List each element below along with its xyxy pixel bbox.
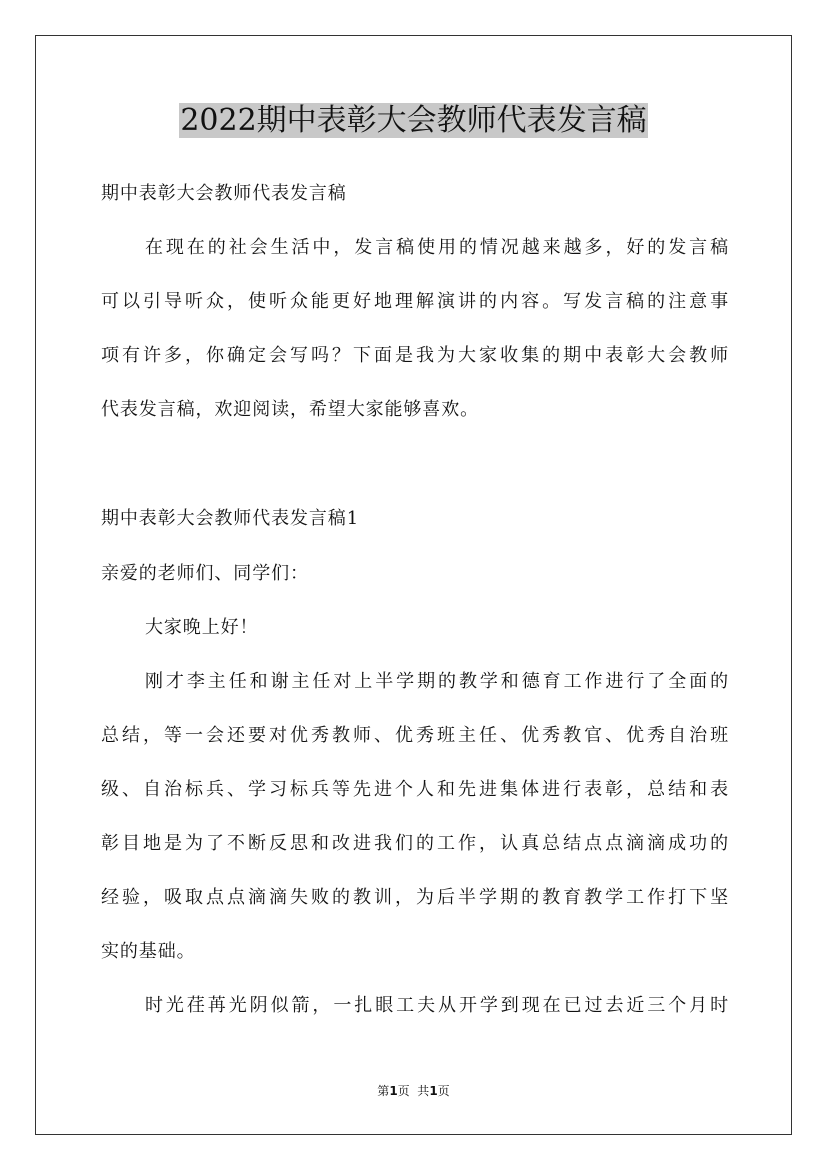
footer-page-suffix: 页 [437,1084,450,1098]
intro-line: 代表发言稿，欢迎阅读，希望大家能够喜欢。 [101,399,479,420]
body-line: 刚才李主任和谢主任对上半学期的教学和德育工作进行了全面的 [145,671,729,692]
footer-page-mid: 页 共 [397,1084,430,1098]
body-line: 时光荏苒光阴似箭，一扎眼工夫从开学到现在已过去近三个月时 [145,995,729,1016]
intro-line: 可以引导听众，使听众能更好地理解演讲的内容。写发言稿的注意事 [101,291,729,312]
body-line: 总结，等一会还要对优秀教师、优秀班主任、优秀教官、优秀自治班 [101,725,729,746]
document-title [0,100,827,142]
intro-line: 在现在的社会生活中，发言稿使用的情况越来越多，好的发言稿 [145,237,729,258]
page-footer [0,1083,827,1099]
greeting: 大家晚上好！ [145,617,259,638]
body-line: 实的基础。 [101,941,196,962]
intro-line: 项有许多，你确定会写吗？下面是我为大家收集的期中表彰大会教师 [101,345,729,366]
footer-total-pages: 1 [429,1084,438,1098]
document-subtitle: 期中表彰大会教师代表发言稿 [101,183,347,204]
document-title-text: 2022期中表彰大会教师代表发言稿 [180,103,647,138]
body-line: 级、自治标兵、学习标兵等先进个人和先进集体进行表彰，总结和表 [101,779,729,800]
footer-page-prefix: 第 [377,1084,390,1098]
section-heading: 期中表彰大会教师代表发言稿1 [101,508,360,529]
salutation: 亲爱的老师们、同学们： [101,563,309,584]
body-line: 彰目地是为了不断反思和改进我们的工作，认真总结点点滴滴成功的 [101,833,729,854]
footer-page-number: 1 [389,1084,398,1098]
body-line: 经验，吸取点点滴滴失败的教训，为后半学期的教育教学工作打下坚 [101,887,729,908]
